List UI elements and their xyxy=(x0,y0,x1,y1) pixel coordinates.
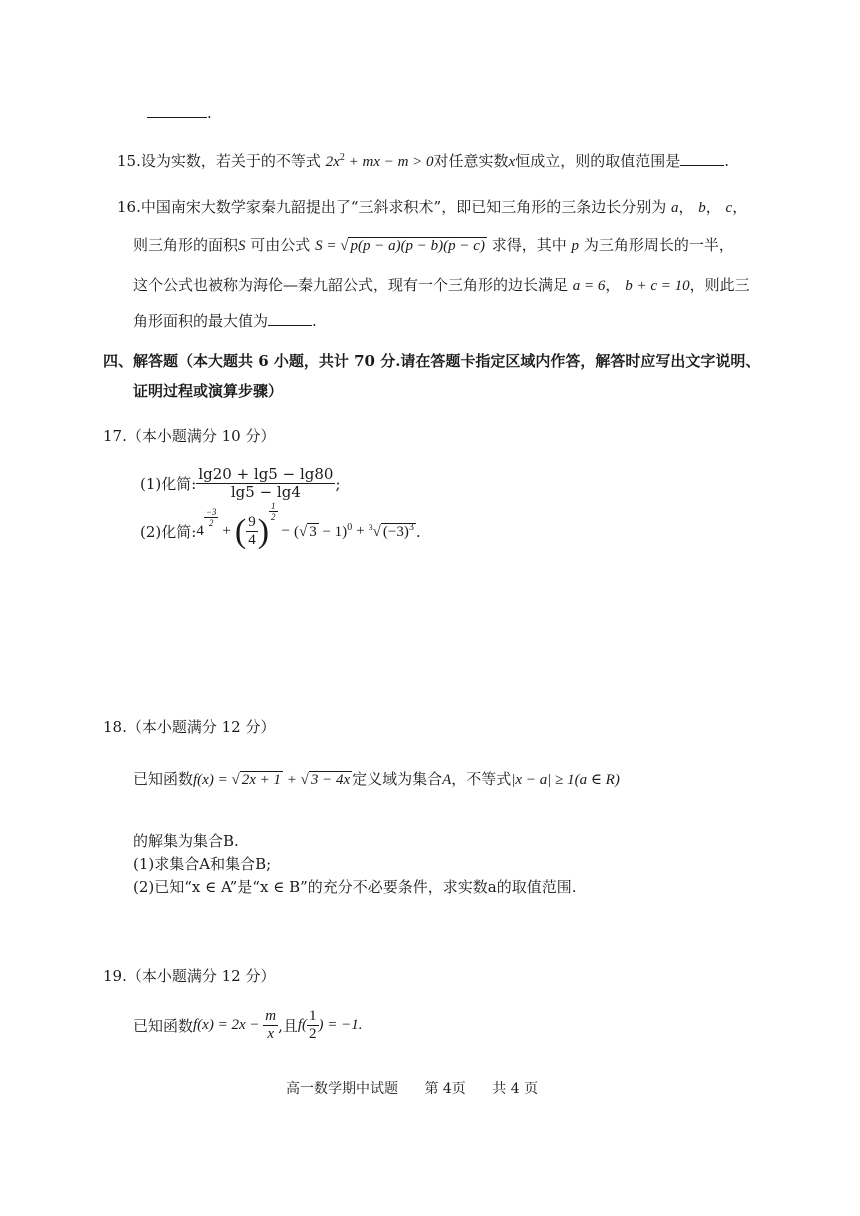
q17-p1-numerator: lg20 + lg5 − lg80 xyxy=(198,465,334,483)
q19-line1-mid: ,且 xyxy=(278,1017,298,1036)
top-blank-line xyxy=(147,104,212,122)
q16-line2-post: 求得，其中 xyxy=(491,236,567,254)
question-17-header: 17.（本小题满分 10 分） xyxy=(103,427,276,445)
q16-line2-mid: 可由公式 xyxy=(250,236,311,254)
q19-line1-pre: 已知函数 xyxy=(133,1017,194,1036)
question-16-line-1: 16.中国南宋大数学家秦九韶提出了“三斜求积术”，即已知三角形的三条边长分别为 a， b， c， xyxy=(117,198,748,216)
q17-p1-end: ; xyxy=(335,474,341,493)
q16-line3-post: ，则此三 xyxy=(689,276,750,294)
top-blank-dot: . xyxy=(207,104,212,122)
q18-line1-pre: 已知函数 xyxy=(133,770,194,788)
q15-mid: 对任意实数 xyxy=(433,152,509,170)
q15-post: 恒成立，则的取值范围是 xyxy=(515,152,681,170)
q18-line1-mid2: ，不等式 xyxy=(451,770,512,788)
q19-function: f(x) = 2x − $\frac{m}{x}$ xyxy=(193,1008,277,1043)
footer-title: 高一数学期中试题 xyxy=(286,1081,398,1097)
q15-end: . xyxy=(724,152,730,170)
question-19-header: 19.（本小题满分 12 分） xyxy=(103,967,276,985)
q19-condition: f( $\frac{1}{2}$ ) = −1. xyxy=(297,1008,363,1043)
q17-p2-end: . xyxy=(415,522,421,541)
q16-line3-pre: 这个公式也被称为海伦—秦九韶公式，现有一个三角形的边长满足 xyxy=(133,276,569,294)
q16-end: . xyxy=(312,312,317,330)
q17-p2-formula: 4 $^{\frac{-3}{2}}$ + ( $\frac{9}{4}$ ) $^{\frac{1}{2}}$ − (√ 3 − 1)$^0$ + $^3$√ $(-3)^3$ xyxy=(196,500,414,550)
q16-c: c xyxy=(725,200,733,216)
question-18-line-2: 的解集为集合B. xyxy=(133,832,239,850)
q17-p1-label: (1)化简: xyxy=(140,475,197,494)
question-16-line-3: 这个公式也被称为海伦—秦九韶公式，现有一个三角形的边长满足 a = 6， b + c = 10，则此三 xyxy=(133,276,750,294)
question-16-line-2 xyxy=(133,234,734,255)
section-4-heading-line-2: 证明过程或演算步骤） xyxy=(133,382,284,400)
q17-p1-denominator: lg5 − lg4 xyxy=(230,483,301,502)
q17-p1-fraction xyxy=(196,466,335,502)
q15-formula: $2x^2$ + mx − m > 0 xyxy=(325,152,434,170)
q18-set-a: A xyxy=(442,772,452,788)
question-18-line-3: (1)求集合A和集合B; xyxy=(133,855,272,873)
q18-inequality: |x − a| ≥ 1(a ∈ R) xyxy=(511,772,620,788)
q15-var: x xyxy=(508,154,516,170)
q15-number: 15. xyxy=(117,152,141,170)
section-4-heading-line-1: 四、解答题（本大题共 6 小题，共计 70 分.请在答题卡指定区域内作答，解答时应写出文字说明、 xyxy=(103,352,761,370)
q17-p2-label: (2)化简: xyxy=(140,523,197,542)
q16-a: a xyxy=(670,200,679,216)
question-18-line-4: (2)已知“x ∈ A”是“x ∈ B”的充分不必要条件，求实数a的取值范围. xyxy=(133,878,577,896)
q16-line1-text: 16.中国南宋大数学家秦九韶提出了“三斜求积术”，即已知三角形的三条边长分别为 xyxy=(117,198,667,216)
q16-line2-end: 为三角形周长的一半， xyxy=(583,236,734,254)
q16-answer-blank xyxy=(268,325,312,326)
question-19-line-1 xyxy=(133,1008,363,1044)
q15-pre: 设为实数，若关于的不等式 xyxy=(140,152,321,170)
question-17-part-2 xyxy=(140,500,421,550)
q16-line4-pre: 角形面积的最大值为 xyxy=(133,312,269,330)
q16-p: p xyxy=(571,238,580,254)
question-18-header: 18.（本小题满分 12 分） xyxy=(103,718,276,736)
q16-S: S xyxy=(238,238,246,254)
footer-total: 共 4 页 xyxy=(492,1081,539,1097)
q16-cond-1: a = 6 xyxy=(572,278,606,294)
question-18-line-1 xyxy=(133,768,620,789)
question-17-part-1 xyxy=(140,466,341,502)
q16-b: b xyxy=(698,200,706,216)
q16-line2-pre: 则三角形的面积 xyxy=(133,236,239,254)
question-15 xyxy=(117,150,729,171)
question-16-line-4 xyxy=(133,310,317,331)
q18-line1-mid: 定义域为集合 xyxy=(352,770,443,788)
q16-cond-2: b + c = 10 xyxy=(625,278,690,294)
footer-page: 第 4页 xyxy=(424,1081,466,1097)
q15-answer-blank xyxy=(680,165,724,166)
q18-function: f(x) = √ 2x + 1 + √ 3 − 4x xyxy=(193,772,351,788)
q16-formula: S = √ p(p − a)(p − b)(p − c) xyxy=(315,238,485,254)
page-footer xyxy=(286,1078,538,1098)
